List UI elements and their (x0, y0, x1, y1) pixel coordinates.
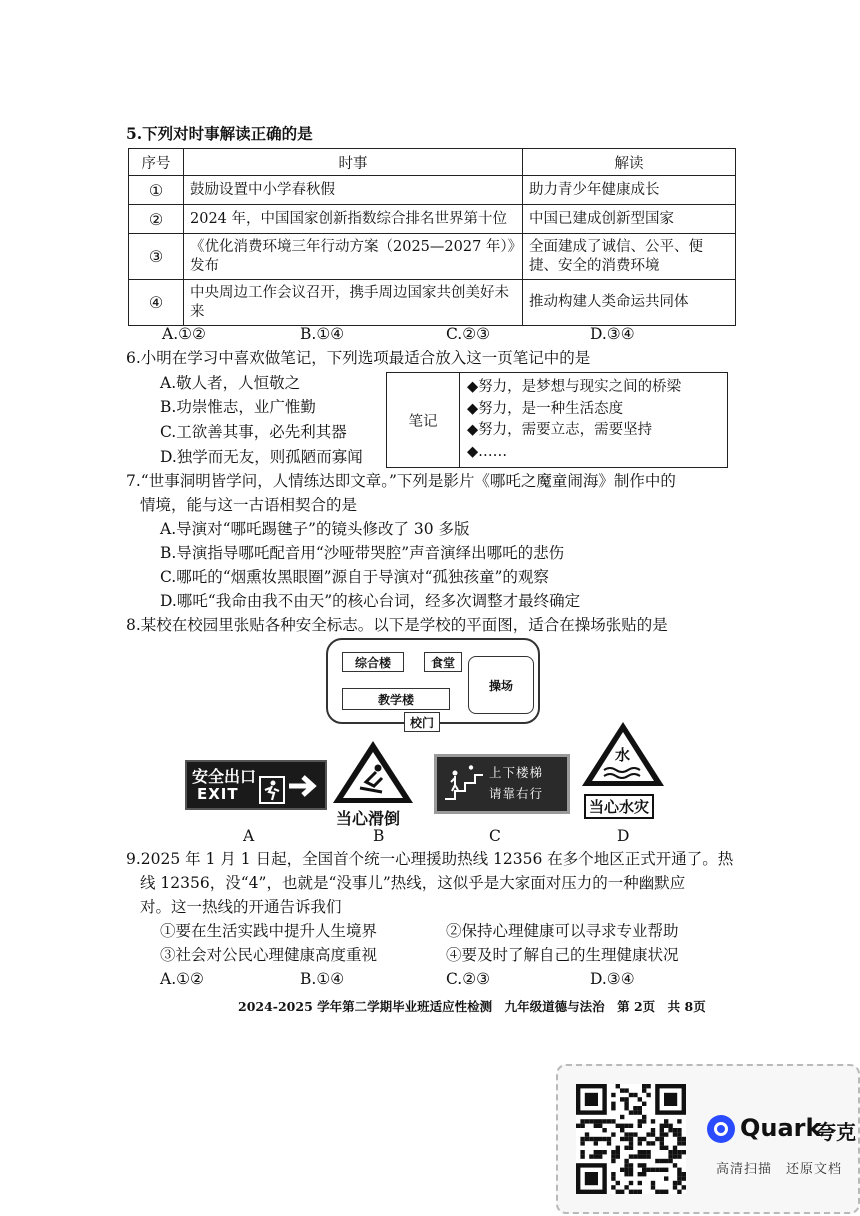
q5-option-b[interactable]: B.①④ (300, 325, 345, 343)
q9-stem-line3: 对。这一热线的开通告诉我们 (140, 898, 342, 916)
q7-stem-line2: 情境，能与这一古语相契合的是 (140, 496, 358, 514)
exit-figure-icon (259, 776, 285, 804)
row-event: 2024 年，中国国家创新指数综合排名世界第十位 (184, 205, 523, 234)
row-interp: 推动构建人类命运共同体 (523, 280, 736, 326)
arrow-right-icon (287, 772, 321, 804)
table-row (129, 234, 736, 280)
q6-stem: 6.小明在学习中喜欢做笔记，下列选项最适合放入这一页笔记中的是 (126, 349, 591, 367)
row-event: 中央周边工作会议召开，携手周边国家共创美好未来 (184, 280, 523, 326)
note-item: ◆努力，是一种生活态度 (467, 400, 624, 417)
q7-option-c[interactable]: C.哪吒的“烟熏妆黑眼圈”源自于导演对“孤独孩童”的观察 (160, 568, 549, 586)
row-interp: 全面建成了诚信、公平、便捷、安全的消费环境 (523, 234, 736, 280)
q8-stem: 8.某校在校园里张贴各种安全标志。以下是学校的平面图，适合在操场张贴的是 (126, 616, 668, 634)
notes-box (386, 372, 728, 468)
table-header-row (129, 149, 736, 176)
quark-logo-icon (706, 1114, 736, 1144)
q5-table (128, 148, 736, 326)
q9-statement-4: ④要及时了解自己的生理健康状况 (446, 946, 679, 964)
sign-b-slip (330, 738, 416, 828)
sign-d-text: 当心水灾 (584, 794, 654, 819)
q9-stem-line2: 线 12356，没“4”，也就是“没事儿”热线，这似乎是大家面对压力的一种幽默应 (140, 874, 686, 892)
sign-a-text-cn: 安全出口 (192, 767, 257, 786)
sign-a-exit (185, 760, 327, 810)
plan-building-jiaoxue: 教学楼 (342, 688, 450, 710)
row-number: ③ (129, 234, 184, 280)
q7-option-d[interactable]: D.哪吒“我命由我不由天”的核心台词，经多次调整才最终确定 (160, 592, 581, 610)
q6-option-b[interactable]: B.功崇惟志，业广惟勤 (160, 398, 316, 416)
warning-slip-icon (330, 738, 416, 806)
table-row (129, 176, 736, 205)
plan-playground: 操场 (468, 656, 534, 714)
q5-option-c[interactable]: C.②③ (446, 325, 491, 343)
q9-statement-1: ①要在生活实践中提升人生境界 (160, 922, 378, 940)
q7-stem-line1: 7.“世事洞明皆学问，人情练达即文章。”下列是影片《哪吒之魔童闹海》制作中的 (126, 472, 676, 490)
notes-label: 笔记 (387, 373, 460, 467)
q9-stem-line1: 9.2025 年 1 月 1 日起，全国首个统一心理援助热线 12356 在多个地区正式开通了。热 (126, 850, 734, 868)
q7-option-b[interactable]: B.导演指导哪吒配音用“沙哑带哭腔”声音演绎出哪吒的悲伤 (160, 544, 565, 562)
row-number: ① (129, 176, 184, 205)
row-event: 《优化消费环境三年行动方案（2025—2027 年）》发布 (184, 234, 523, 280)
note-item: ◆努力，是梦想与现实之间的桥梁 (467, 379, 682, 395)
quark-slogan: 高清扫描 还原文档 (716, 1162, 843, 1177)
row-interp: 中国已建成创新型国家 (523, 205, 736, 234)
q6-option-d[interactable]: D.独学而无友，则孤陋而寡闻 (160, 448, 363, 466)
sign-c-text1: 上下楼梯 (489, 765, 544, 780)
q6-option-a[interactable]: A.敬人者，人恒敬之 (160, 374, 301, 392)
row-event: 鼓励设置中小学春秋假 (184, 176, 523, 205)
table-header: 解读 (523, 149, 736, 176)
q9-option-a[interactable]: A.①② (160, 970, 204, 988)
sign-d-glyph: 水 (615, 746, 631, 764)
notes-items (467, 377, 681, 463)
sign-label-b[interactable]: B (373, 827, 385, 845)
sign-label-d[interactable]: D (617, 827, 630, 845)
table-row (129, 280, 736, 326)
qr-code-icon (576, 1084, 686, 1194)
q6-option-c[interactable]: C.工欲善其事，必先利其器 (160, 423, 347, 441)
q9-statement-3: ③社会对公民心理健康高度重视 (160, 946, 378, 964)
q9-option-d[interactable]: D.③④ (590, 970, 635, 988)
sign-c-text2: 请靠右行 (489, 786, 544, 801)
q9-statement-2: ②保持心理健康可以寻求专业帮助 (446, 922, 679, 940)
note-item: ◆努力，需要立志，需要坚持 (467, 422, 653, 438)
q9-option-c[interactable]: C.②③ (446, 970, 491, 988)
page-footer: 2024-2025 学年第二学期毕业班适应性检测 九年级道德与法治 第 2页 共 8页 (238, 999, 706, 1014)
table-header: 序号 (129, 149, 184, 176)
q7-option-a[interactable]: A.导演对“哪吒踢毽子”的镜头修改了 30 多版 (160, 520, 470, 538)
q5-option-a[interactable]: A.①② (162, 325, 206, 343)
plan-school-gate: 校门 (404, 712, 440, 732)
row-interp: 助力青少年健康成长 (523, 176, 736, 205)
row-number: ④ (129, 280, 184, 326)
plan-canteen: 食堂 (424, 652, 462, 672)
q5-stem: 5.下列对时事解读正确的是 (126, 124, 313, 143)
quark-watermark (556, 1064, 860, 1214)
table-row (129, 205, 736, 234)
sign-label-a[interactable]: A (243, 827, 255, 845)
row-number: ② (129, 205, 184, 234)
sign-c-stairs (434, 754, 570, 814)
sign-b-text: 当心滑倒 (336, 809, 401, 828)
sign-a-text-en: EXIT (197, 785, 239, 803)
note-item: ◆…… (467, 443, 508, 460)
quark-brand: Quark (740, 1114, 822, 1142)
quark-brand-cn: 夸克 (816, 1120, 856, 1144)
stairs-figure-icon (443, 765, 485, 805)
plan-building-zonghe: 综合楼 (342, 652, 404, 672)
sign-label-c[interactable]: C (489, 827, 501, 845)
q9-option-b[interactable]: B.①④ (300, 970, 345, 988)
q5-option-d[interactable]: D.③④ (590, 325, 635, 343)
table-header: 时事 (184, 149, 523, 176)
sign-d-flood (580, 720, 666, 820)
